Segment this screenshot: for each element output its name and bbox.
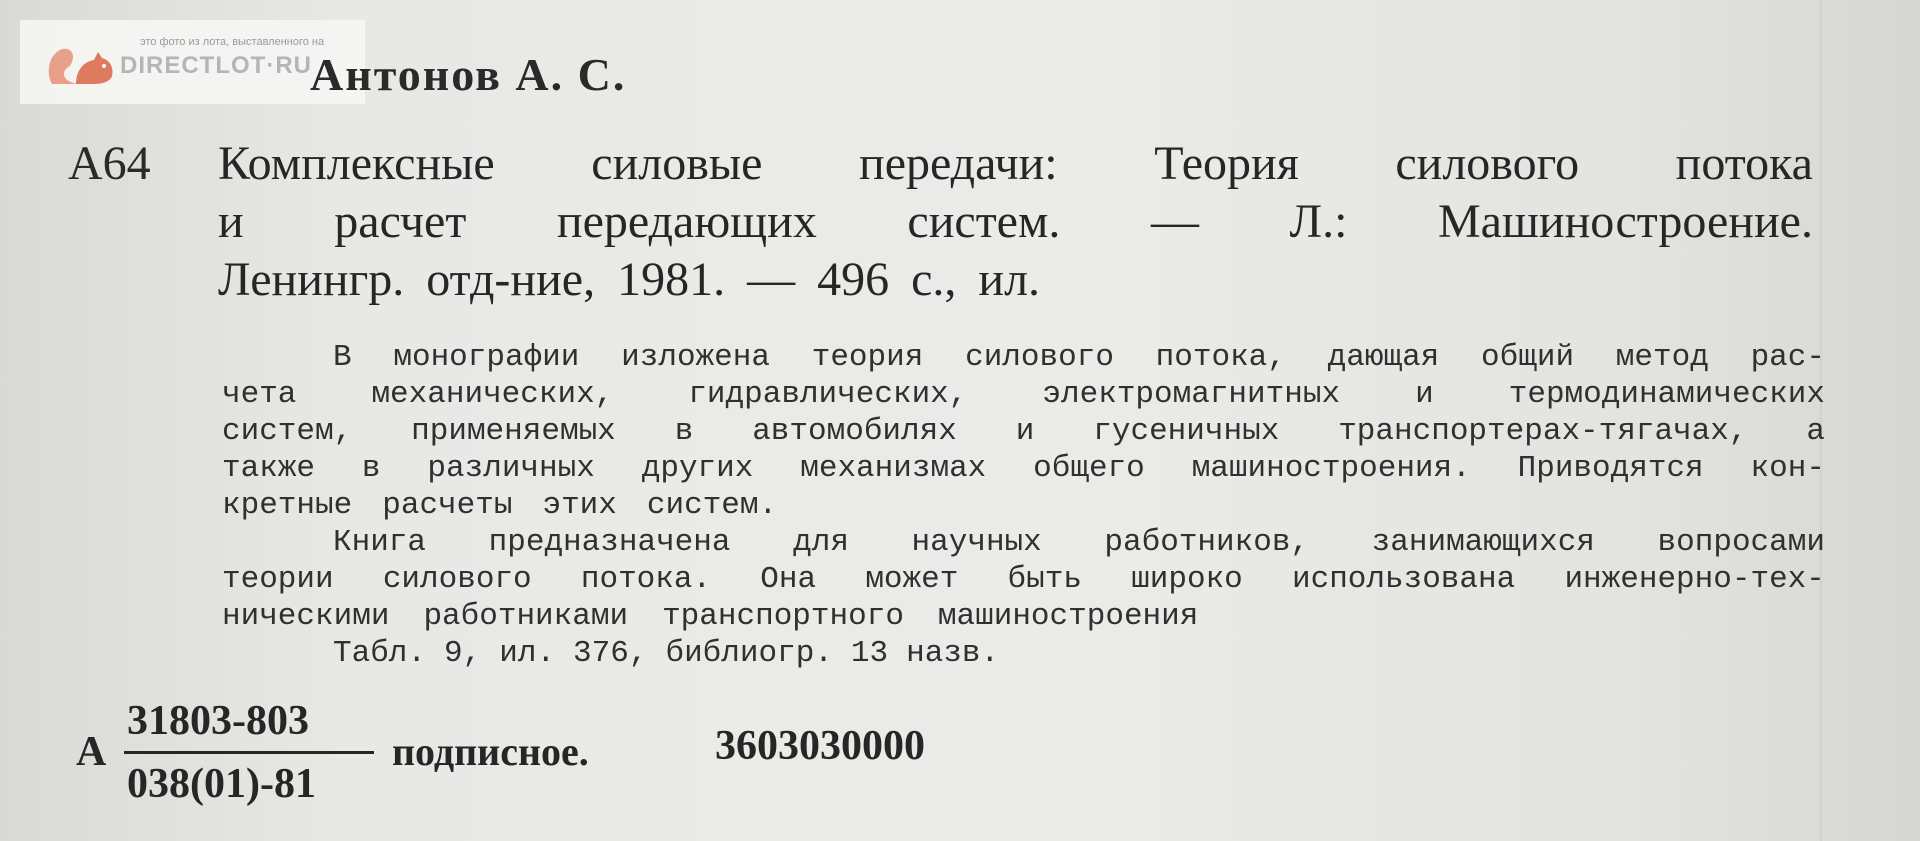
word: 496 [817,253,890,306]
price-code: 3603030000 [715,723,925,769]
word: отд-ние, [426,253,596,306]
word: и [1415,377,1434,412]
word: автомобилях [752,414,957,449]
word: дающая [1327,340,1440,375]
word: Она [760,562,817,597]
word: и [218,195,244,248]
word: Л.: [1289,195,1348,248]
word: транспортерах-тягачах, [1338,414,1748,449]
word: а [1806,414,1825,449]
word: Ленингр. [218,253,405,306]
word: электромагнитных [1042,377,1341,412]
word: расчет [334,195,467,248]
word: транспортного [662,599,904,634]
word: инженерно-тех- [1564,562,1825,597]
word: — [1150,195,1199,248]
word: научных [911,525,1042,560]
word: Табл. [333,636,427,671]
word: 13 [850,636,889,671]
abstract-line [222,599,1825,634]
word: для [793,525,849,560]
word: может [865,562,959,597]
watermark-caption: это фото из лота, выставленного на [140,36,325,48]
word: с., [911,253,957,306]
word: в [361,451,381,486]
index-letter: А [76,729,107,775]
word: потока [1675,137,1813,190]
fraction-bar [124,751,374,754]
word: 1981. [617,253,726,306]
word: широко [1131,562,1243,597]
word: кретные [222,488,353,523]
squirrel-logo-icon [42,34,122,94]
word: гусеничных [1093,414,1280,449]
word: систем. [907,195,1061,248]
classification-code: А64 [68,137,151,190]
word: других [641,451,754,486]
word: машиностроения [937,599,1199,634]
index-denominator: 038(01)-81 [127,761,316,807]
word: передающих [556,195,817,248]
word: Книга [333,525,427,560]
word: передачи: [859,137,1058,190]
word: чета [222,377,297,412]
abstract-line [333,636,1825,671]
word: силового [382,562,532,597]
word: потока. [580,562,712,597]
word: этих [542,488,617,523]
word: расчеты [382,488,513,523]
word: Приводятся [1517,451,1704,486]
word: Комплексные [218,137,495,190]
word: работников, [1104,525,1310,560]
word: — [747,253,796,306]
word: 9, [444,636,482,671]
word: занимающихся [1371,525,1595,560]
word: кон- [1750,451,1825,486]
abstract-line [333,525,1825,560]
word: использована [1291,562,1516,597]
word: ил. [499,636,556,671]
word: теории [222,562,334,597]
index-numerator: 31803-803 [127,698,309,744]
word: теория [811,340,924,375]
abstract-line [222,451,1825,486]
word: силового [965,340,1114,375]
word: силового [1395,137,1580,190]
abstract-line [222,414,1825,449]
word: Теория [1154,137,1299,190]
word: ническими [222,599,390,634]
word: быть [1007,562,1082,597]
word: ил. [978,253,1041,306]
word: монографии [393,340,580,375]
word: также [222,451,316,486]
abstract-line [222,377,1825,412]
word: предназначена [488,525,731,560]
word: механизмах [800,451,987,486]
word: и [1015,414,1035,449]
word: библиогр. [665,636,833,671]
word: работниками [423,599,629,634]
word: в [674,414,694,449]
word: общего [1033,451,1145,486]
word: применяемых [411,414,616,449]
abstract-line [333,340,1825,375]
word: систем. [646,488,778,523]
word: силовые [591,137,763,190]
word: гидравлических, [688,377,968,412]
abstract-line [222,488,1825,523]
word: Машиностроение. [1437,195,1813,248]
subscription-label: подписное. [392,729,589,774]
word: В [333,340,352,375]
word: назв. [906,636,1000,671]
word: метод [1615,340,1709,375]
word: 376, [573,636,648,671]
word: общий [1481,340,1575,375]
word: потока, [1155,340,1286,375]
word: изложена [621,340,770,375]
word: рас- [1750,340,1825,375]
author-name: Антонов А. С. [310,49,627,100]
word: машиностроения. [1191,451,1471,486]
title-line [218,252,1813,307]
title-line [218,136,1813,191]
title-line [218,194,1813,249]
word: вопросами [1657,525,1825,560]
word: различных [427,451,595,486]
word: термодинамических [1508,377,1825,412]
watermark-site: DIRECTLOT·RU [120,52,312,79]
word: систем, [222,414,353,449]
word: механических, [371,377,614,412]
abstract-line [222,562,1825,597]
